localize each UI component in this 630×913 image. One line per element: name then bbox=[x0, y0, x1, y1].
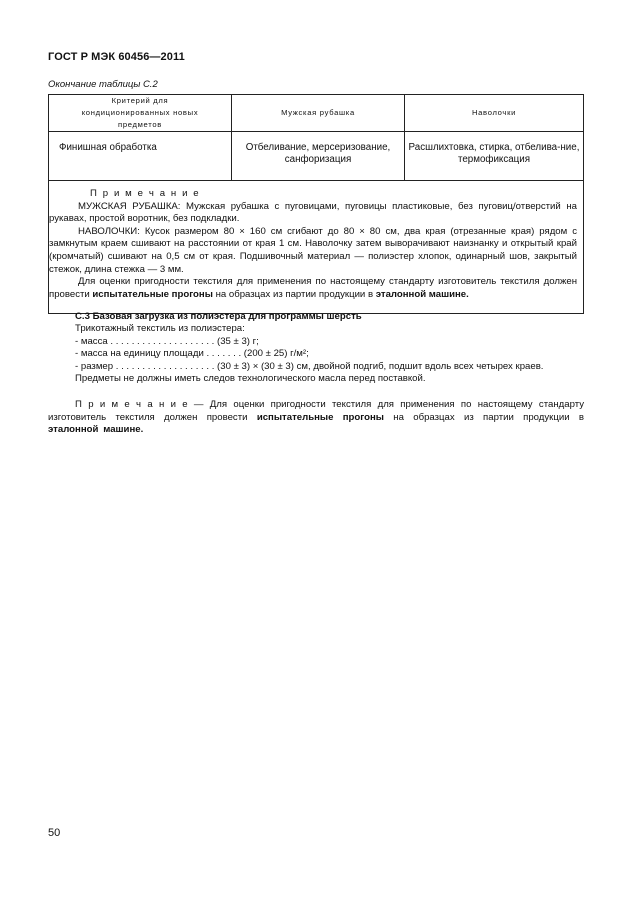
table-note-row bbox=[49, 181, 584, 314]
column-header-pillowcase: Наволочки bbox=[405, 95, 584, 132]
text-fragment: на образцах из партии продукции в bbox=[212, 288, 376, 300]
table-c2 bbox=[48, 94, 584, 314]
table-row bbox=[49, 132, 584, 181]
bold-term: эталонной машине. bbox=[375, 288, 469, 300]
cell-pillowcase: Расшлихтовка, стирка, отбелива-ние, термофиксация bbox=[405, 132, 584, 181]
section-heading: С.3 Базовая загрузка из полиэстера для программы шерсть bbox=[75, 311, 362, 322]
column-header-shirt: Мужская рубашка bbox=[232, 95, 405, 132]
spec-item-size: - размер . . . . . . . . . . . . . . . . . . . (30 ± 3) × (30 ± 3) см, двойной подгиб, подшит вдоль всех четырех краев. bbox=[75, 360, 544, 372]
spec-item-mass: - масса . . . . . . . . . . . . . . . . . . . . (35 ± 3) г; bbox=[75, 335, 259, 347]
note-evaluation bbox=[49, 276, 577, 301]
note-title: П р и м е ч а н и е bbox=[90, 188, 201, 199]
spec-item-area-mass: - масса на единицу площади . . . . . . . (200 ± 25) г/м²; bbox=[75, 348, 309, 360]
bold-term: испытательные прогоны bbox=[92, 288, 213, 300]
document-header: ГОСТ Р МЭК 60456—2011 bbox=[48, 51, 185, 63]
column-header-criterion: Критерий для кондиционированных новых предметов bbox=[49, 95, 232, 132]
cell-shirt: Отбеливание, мерсеризование, санфоризация bbox=[232, 132, 405, 181]
section-note bbox=[48, 399, 584, 436]
page-number: 50 bbox=[48, 827, 61, 839]
text-fragment: П р и м е ч а н и е — Для оценки пригодности текстиля для применения по настоящему стандарту изготовитель текстиля должен провести bbox=[48, 399, 584, 423]
section-intro: Трикотажный текстиль из полиэстера: bbox=[75, 323, 245, 335]
section-remark: Предметы не должны иметь следов технологического масла перед поставкой. bbox=[75, 373, 426, 385]
section-c3 bbox=[48, 311, 584, 437]
table-caption: Окончание таблицы С.2 bbox=[48, 79, 158, 90]
text-fragment: Для оценки пригодности текстиля для применения по настоящему стандарту изготовитель текстиля должен провести bbox=[49, 276, 577, 300]
bold-term: испытательные прогоны bbox=[256, 411, 384, 423]
bold-term: эталонной машине. bbox=[48, 424, 144, 436]
text-fragment: на образцах из партии продукции в bbox=[383, 411, 585, 423]
note-shirt: МУЖСКАЯ РУБАШКА: Мужская рубашка с пуговицами, пуговицы пластиковые, без пуговиц/отверстий на рукавах, простой воротник, без подкладки. bbox=[49, 200, 577, 225]
note-pillowcase: НАВОЛОЧКИ: Кусок размером 80 × 160 см сгибают до 80 × 80 см, два края (отрезанные края) рядом с замкнутым краем сшивают на расстоянии от края 1 см. Наволочку затем выворачивают наизнанку и открытый край (кромчатый) сшивают на 0,5 см от края. Подшивочный материал — полиэстер хлопок, одинарный шов, закрытый стежок, длина стежка — 3 мм. bbox=[49, 225, 577, 275]
table-header-row bbox=[49, 95, 584, 132]
table-note bbox=[49, 181, 584, 314]
cell-criterion: Финишная обработка bbox=[49, 132, 232, 181]
